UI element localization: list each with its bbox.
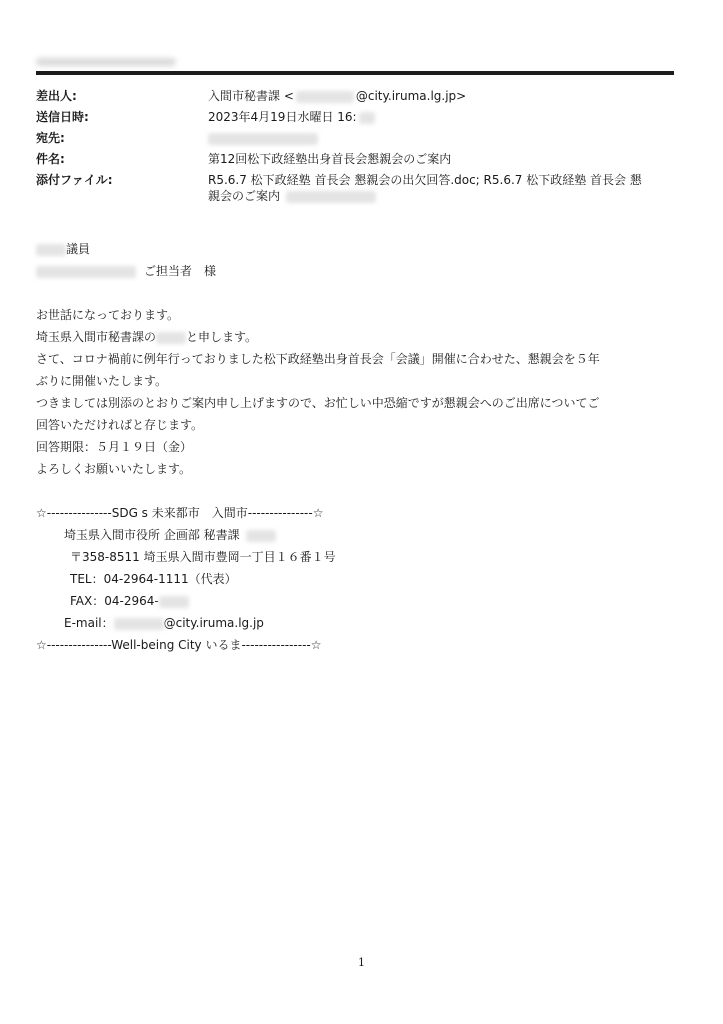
subject-value: 第12回松下政経塾出身首長会懇親会のご案内 — [208, 152, 452, 166]
signature-org — [36, 524, 676, 546]
sent-label: 送信日時: — [36, 110, 89, 124]
body-line: さて、コロナ禍前に例年行っておりました松下政経塾出身首長会「会議」開催に合わせた、懇親会を５年 — [36, 352, 600, 366]
recipient-contact: ご担当者 様 — [144, 264, 217, 278]
from-domain: @city.iruma.lg.jp> — [355, 89, 467, 103]
redacted-header-mark — [36, 58, 176, 66]
subject-label: 件名: — [36, 152, 65, 166]
redacted-fax-suffix — [159, 596, 189, 608]
to-row — [36, 130, 676, 151]
attachment-line-2-text: 親会のご案内 — [208, 189, 281, 203]
redacted-recipient-name — [36, 244, 66, 256]
signature-bottom-line: ☆---------------Well-being City いるま----------------☆ — [36, 638, 322, 652]
redacted-time — [359, 112, 375, 124]
greeting-line: お世話になっております。 — [36, 308, 180, 322]
attachment-label: 添付ファイル: — [36, 173, 113, 187]
signature-fax-text: FAX：04-2964- — [70, 594, 159, 608]
to-label: 宛先: — [36, 131, 65, 145]
from-label: 差出人: — [36, 89, 77, 103]
body-line: 回答いただければと存じます。 — [36, 418, 204, 432]
attachment-row — [36, 172, 676, 204]
redacted-signature-name — [246, 530, 276, 542]
header-rule — [36, 71, 674, 75]
signature-address: 〒358-8511 埼玉県入間市豊岡一丁目１６番１号 — [70, 550, 336, 564]
signature-email-label: E-mail： — [64, 616, 114, 630]
attachment-value — [208, 172, 676, 204]
subject-row — [36, 151, 676, 172]
signature-fax — [36, 590, 676, 612]
attachment-line-1: R5.6.7 松下政経塾 首長会 懇親会の出欠回答.doc; R5.6.7 松下政経塾 首長会 懇 — [208, 173, 642, 187]
redacted-recipient-org — [36, 266, 136, 278]
sent-date: 2023年4月19日水曜日 16: — [208, 110, 357, 124]
recipient-contact-line — [36, 260, 676, 282]
self-intro-start: 埼玉県入間市秘書課の — [36, 330, 157, 344]
signature-top-line: ☆---------------SDG s 未来都市 入間市---------------☆ — [36, 506, 324, 520]
email-header — [36, 88, 676, 204]
self-intro-end: と申します。 — [186, 330, 258, 344]
redacted-email-user — [296, 91, 354, 103]
from-row — [36, 88, 676, 109]
redacted-attachment-tail — [286, 191, 376, 203]
page-number: 1 — [358, 956, 365, 969]
body-line: ぶりに開催いたします。 — [36, 374, 168, 388]
from-value — [208, 88, 676, 104]
closing-line: よろしくお願いいたします。 — [36, 462, 192, 476]
recipient-title: 議員 — [66, 242, 91, 256]
attachment-line-2 — [208, 188, 676, 204]
redacted-sender-name — [156, 332, 186, 344]
recipient-title-line — [36, 238, 676, 260]
signature-email — [36, 612, 676, 634]
self-intro-line — [36, 326, 676, 348]
deadline-line: 回答期限：５月１９日（金） — [36, 440, 193, 454]
redacted-email-address — [114, 618, 164, 630]
signature-tel: TEL：04-2964-1111（代表） — [70, 572, 237, 586]
sent-row — [36, 109, 676, 130]
signature-email-domain: @city.iruma.lg.jp — [163, 616, 264, 630]
body-line: つきましては別添のとおりご案内申し上げますので、お忙しい中恐縮ですが懇親会へのご出席についてご — [36, 396, 600, 410]
from-name: 入間市秘書課 < — [208, 89, 294, 103]
email-body — [36, 238, 676, 656]
sent-value — [208, 109, 676, 125]
redacted-recipient — [208, 133, 318, 145]
signature-org-text: 埼玉県入間市役所 企画部 秘書課 — [64, 528, 240, 542]
to-value — [208, 130, 676, 146]
